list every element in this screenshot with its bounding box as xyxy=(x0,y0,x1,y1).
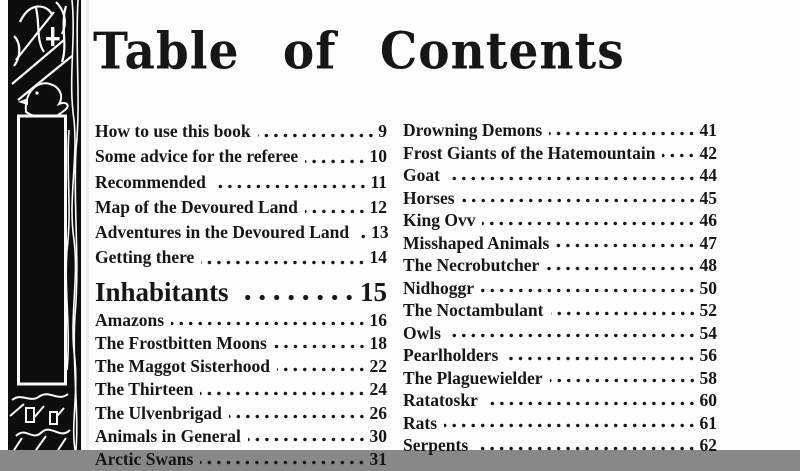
toc-entry xyxy=(95,195,387,220)
toc-entry-label: Recommended xyxy=(95,171,206,192)
toc-entry xyxy=(403,209,717,232)
toc-entry-label: The Necrobutcher xyxy=(403,255,540,275)
toc-entry-label: Horses xyxy=(403,187,455,208)
toc-entry-page: 24 xyxy=(369,379,387,400)
dot-leader xyxy=(213,184,368,189)
toc-entry-page: 50 xyxy=(699,277,717,298)
toc-entry-label: Serpents xyxy=(403,435,469,455)
monolith-shape xyxy=(19,116,66,384)
dot-leader xyxy=(556,243,696,248)
page-title: Table of Contents xyxy=(93,21,625,82)
toc-entry xyxy=(95,309,387,332)
toc-entry xyxy=(403,277,717,300)
toc-entry-page: 18 xyxy=(369,332,387,353)
toc-entry-page: 47 xyxy=(699,232,717,253)
toc-entry-label: The Frostbitten Moons xyxy=(95,332,267,353)
dot-leader xyxy=(274,344,367,349)
toc-entry-page: 31 xyxy=(369,448,387,469)
dot-leader xyxy=(481,288,697,293)
toc-entry xyxy=(403,344,717,367)
toc-entry xyxy=(95,245,387,270)
woodcut-border-art xyxy=(6,0,84,450)
section-heading-page: 15 xyxy=(360,276,387,307)
dot-leader xyxy=(200,460,366,465)
toc-entry-page: 9 xyxy=(378,121,387,141)
toc-entry xyxy=(403,142,717,165)
toc-entry-label: Arctic Swans xyxy=(95,448,194,469)
dot-leader xyxy=(248,437,367,442)
toc-entry-page: 61 xyxy=(699,412,717,433)
toc-entry xyxy=(403,412,717,435)
toc-column-left xyxy=(95,119,387,471)
toc-entry-label: Owls xyxy=(403,322,441,343)
toc-entry xyxy=(403,187,717,210)
toc-entry xyxy=(403,299,717,322)
toc-entry-label: The Thirteen xyxy=(95,379,194,400)
dot-leader xyxy=(305,159,366,164)
dot-leader xyxy=(505,356,696,361)
toc-entry xyxy=(403,434,717,457)
toc-entry-label: Ratatoskr xyxy=(403,390,478,410)
toc-entry-page: 10 xyxy=(369,146,387,167)
toc-entry xyxy=(95,402,387,425)
dot-leader xyxy=(550,378,697,383)
toc-entry-page: 30 xyxy=(369,425,387,446)
toc-entry xyxy=(95,119,387,144)
toc-entry xyxy=(95,332,387,355)
toc-entry-label: Frost Giants of the Hatemountain xyxy=(403,142,656,163)
dot-leader xyxy=(448,333,697,338)
toc-entry-label: Adventures in the Devoured Land xyxy=(95,222,350,243)
dot-leader xyxy=(356,234,368,239)
toc-entry-page: 41 xyxy=(699,120,717,140)
dot-leader xyxy=(662,153,696,158)
toc-entry-page: 22 xyxy=(369,356,387,377)
toc-entry xyxy=(403,164,717,187)
toc-entry-page: 11 xyxy=(370,171,387,192)
dot-leader xyxy=(171,321,366,326)
dot-leader xyxy=(239,294,356,301)
toc-entry-label: Some advice for the referee xyxy=(95,146,299,167)
dot-leader xyxy=(258,133,376,138)
toc-entry-page: 26 xyxy=(369,402,387,423)
toc-entry xyxy=(95,170,387,195)
toc-column-right xyxy=(403,119,717,457)
dot-leader xyxy=(551,311,697,316)
dot-leader xyxy=(475,446,696,451)
toc-entry xyxy=(95,355,387,378)
toc-entry-page: 16 xyxy=(369,309,387,330)
toc-entry-label: Misshaped Animals xyxy=(403,232,550,253)
toc-entry-page: 13 xyxy=(371,222,389,243)
dot-leader xyxy=(444,423,696,428)
toc-entry-page: 44 xyxy=(699,165,717,185)
dot-leader xyxy=(200,391,366,396)
toc-entry-label: Goat xyxy=(403,165,440,185)
toc-entry xyxy=(95,425,387,448)
dot-leader xyxy=(277,367,367,372)
toc-entry-label: The Maggot Sisterhood xyxy=(95,356,270,377)
toc-entry-page: 46 xyxy=(699,210,717,230)
toc-entry-label: Pearlholders xyxy=(403,345,499,365)
toc-entry xyxy=(95,448,387,471)
toc-entry-page: 56 xyxy=(699,345,717,365)
dot-leader xyxy=(482,221,696,226)
toc-entry-page: 45 xyxy=(699,187,717,208)
toc-group-inhabitants xyxy=(95,309,387,471)
scan-artifact-line xyxy=(86,0,89,450)
toc-entry xyxy=(95,144,387,169)
dot-leader xyxy=(485,401,697,406)
toc-entry-page: 48 xyxy=(699,255,717,275)
toc-entry-label: Animals in General xyxy=(95,425,241,446)
dot-leader xyxy=(549,131,696,136)
toc-entry xyxy=(403,389,717,412)
toc-entry-label: Getting there xyxy=(95,247,195,268)
toc-entry-label: Amazons xyxy=(95,309,165,330)
toc-entry-label: The Plaguewielder xyxy=(403,367,543,388)
toc-entry xyxy=(403,254,717,277)
section-heading-inhabitants xyxy=(95,276,387,309)
toc-entry-page: 60 xyxy=(699,390,717,410)
dot-leader xyxy=(462,198,697,203)
toc-entry xyxy=(403,322,717,345)
toc-entry xyxy=(403,119,717,142)
section-heading-label: Inhabitants xyxy=(95,276,229,307)
toc-entry-page: 58 xyxy=(699,367,717,388)
toc-entry xyxy=(403,367,717,390)
toc-entry-label: The Noctambulant xyxy=(403,300,544,320)
dot-leader xyxy=(229,414,367,419)
toc-entry-label: Nidhoggr xyxy=(403,277,474,298)
dot-leader xyxy=(201,260,366,265)
toc-entry-label: Drowning Demons xyxy=(403,120,543,140)
toc-entry-page: 62 xyxy=(699,435,717,455)
toc-entry xyxy=(95,220,387,245)
toc-entry-page: 52 xyxy=(699,300,717,320)
dot-leader xyxy=(447,176,697,181)
toc-entry-label: Rats xyxy=(403,412,438,433)
toc-entry-page: 42 xyxy=(699,142,717,163)
dot-leader xyxy=(305,209,367,214)
toc-entry-label: How to use this book xyxy=(95,121,251,141)
toc-entry xyxy=(95,378,387,401)
toc-entry-label: Map of the Devoured Land xyxy=(95,196,298,217)
toc-entry-label: The Ulvenbrigad xyxy=(95,402,222,423)
dot-leader xyxy=(546,266,696,271)
toc-entry-page: 54 xyxy=(699,322,717,343)
toc-entry-label: King Ovv xyxy=(403,210,476,230)
toc-entry xyxy=(403,232,717,255)
toc-entry-page: 12 xyxy=(369,196,387,217)
toc-entry-page: 14 xyxy=(369,247,387,268)
